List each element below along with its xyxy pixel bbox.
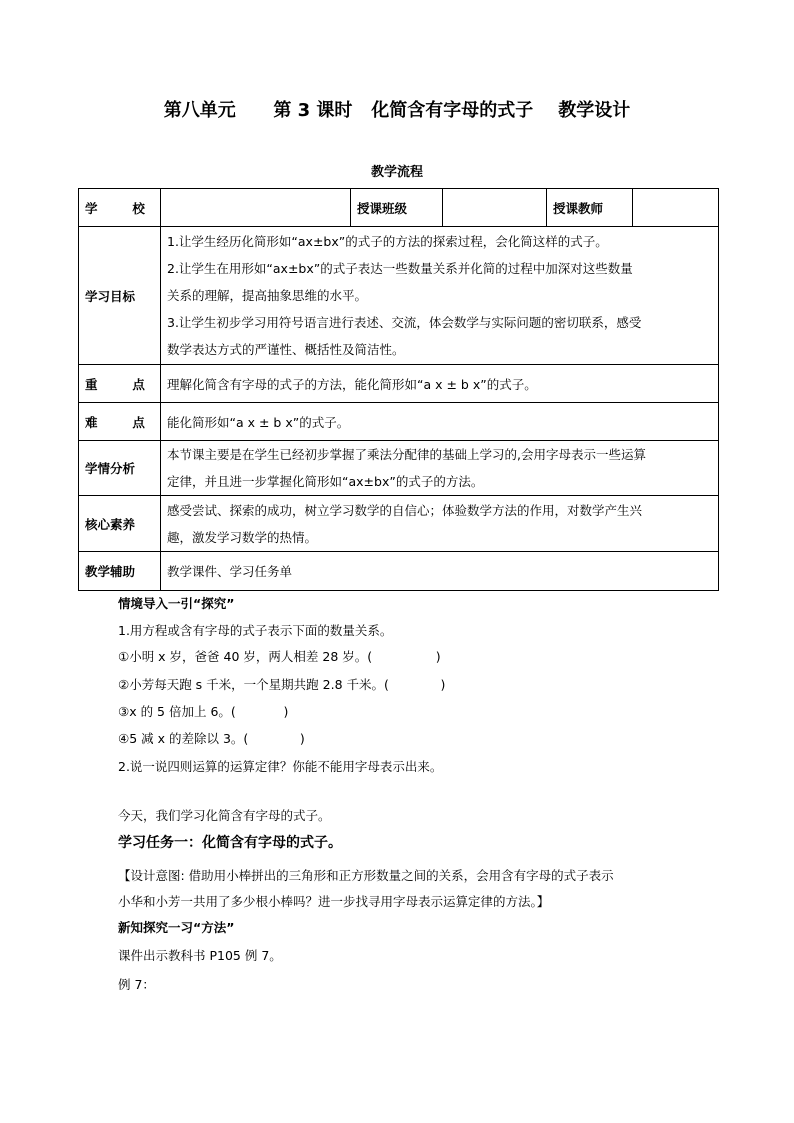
- design-intent-line-1: 【设计意图: 借助用小棒拼出的三角形和正方形数量之间的关系，会用含有字母的式子表示: [118, 868, 614, 883]
- literacy-row: [79, 496, 719, 552]
- literacy-content: [161, 496, 719, 552]
- example-label: 例 7：: [118, 977, 155, 992]
- task-1-heading: 学习任务一：化简含有字母的式子。: [118, 835, 342, 851]
- goal-line: 1.让学生经历化简形如“ax±bx”的式子的方法的探索过程，会化简这样的式子。: [167, 234, 608, 249]
- question-1-item-2: ②小芳每天跑 s 千米，一个星期共跑 2.8 千米。( ): [118, 677, 446, 692]
- difficult-point-value: 能化简形如“a x ± b x”的式子。: [161, 403, 719, 441]
- literacy-line: 趣，激发学习数学的热情。: [167, 529, 318, 545]
- courseware-text: 课件出示教科书 P105 例 7。: [118, 948, 282, 963]
- aids-label: 教学辅助: [79, 552, 161, 591]
- goals-row: [79, 227, 719, 365]
- literacy-line: 感受尝试、探索的成功，树立学习数学的自信心；体验数学方法的作用，对数学产生兴: [167, 502, 643, 518]
- teacher-label: 授课教师: [547, 189, 633, 227]
- goal-line: 数学表达方式的严谨性、概括性及简洁性。: [167, 342, 405, 357]
- literacy-label: 核心素养: [79, 496, 161, 552]
- school-value: [161, 189, 351, 227]
- question-1: 1.用方程或含有字母的式子表示下面的数量关系。: [118, 623, 393, 638]
- key-point-value: 理解化简含有字母的式子的方法，能化简形如“a x ± b x”的式子。: [161, 365, 719, 403]
- difficult-point-row: [79, 403, 719, 441]
- school-row: [79, 189, 719, 227]
- question-1-item-3: ③x 的 5 倍加上 6。( ): [118, 704, 289, 719]
- design-intent-line-2: 小华和小芳一共用了多少根小棒吗？进一步找寻用字母表示运算定律的方法。】: [118, 894, 550, 909]
- goals-content: [161, 227, 719, 365]
- analysis-line: 本节课主要是在学生已经初步掌握了乘法分配律的基础上学习的,会用字母表示一些运算: [167, 447, 646, 462]
- school-label: 学 校: [79, 189, 161, 227]
- difficult-point-label: 难 点: [79, 403, 161, 441]
- teacher-value: [633, 189, 719, 227]
- analysis-row: [79, 441, 719, 496]
- new-knowledge-heading: 新知探究一习“方法”: [118, 920, 235, 935]
- aids-value: 教学课件、学习任务单: [161, 552, 719, 591]
- analysis-label: 学情分析: [79, 441, 161, 496]
- goal-line: 2.让学生在用形如“ax±bx”的式子表达一些数量关系并化简的过程中加深对这些数量: [167, 261, 633, 276]
- page-title: 第八单元 第 3 课时 化简含有字母的式子 教学设计: [163, 100, 631, 121]
- goal-line: 关系的理解，提高抽象思维的水平。: [167, 288, 368, 303]
- key-point-row: [79, 365, 719, 403]
- goals-label: 学习目标: [79, 227, 161, 365]
- question-2: 2.说一说四则运算的运算定律？你能不能用字母表示出来。: [118, 759, 443, 774]
- analysis-line: 定律，并且进一步掌握化简形如“ax±bx”的式子的方法。: [167, 474, 484, 489]
- section-title: 教学流程: [370, 165, 423, 180]
- class-value: [443, 189, 547, 227]
- lesson-info-table: [78, 188, 719, 591]
- goal-line: 3.让学生初步学习用符号语言进行表述、交流，体会数学与实际问题的密切联系，感受: [167, 315, 642, 330]
- today-text: 今天，我们学习化简含有字母的式子。: [118, 808, 331, 823]
- key-point-label: 重 点: [79, 365, 161, 403]
- aids-row: [79, 552, 719, 591]
- analysis-content: [161, 441, 719, 496]
- class-label: 授课班级: [351, 189, 443, 227]
- intro-heading: 情境导入一引“探究”: [118, 596, 235, 611]
- question-1-item-4: ④5 减 x 的差除以 3。( ): [118, 731, 305, 746]
- question-1-item-1: ①小明 x 岁，爸爸 40 岁，两人相差 28 岁。( ): [118, 649, 441, 664]
